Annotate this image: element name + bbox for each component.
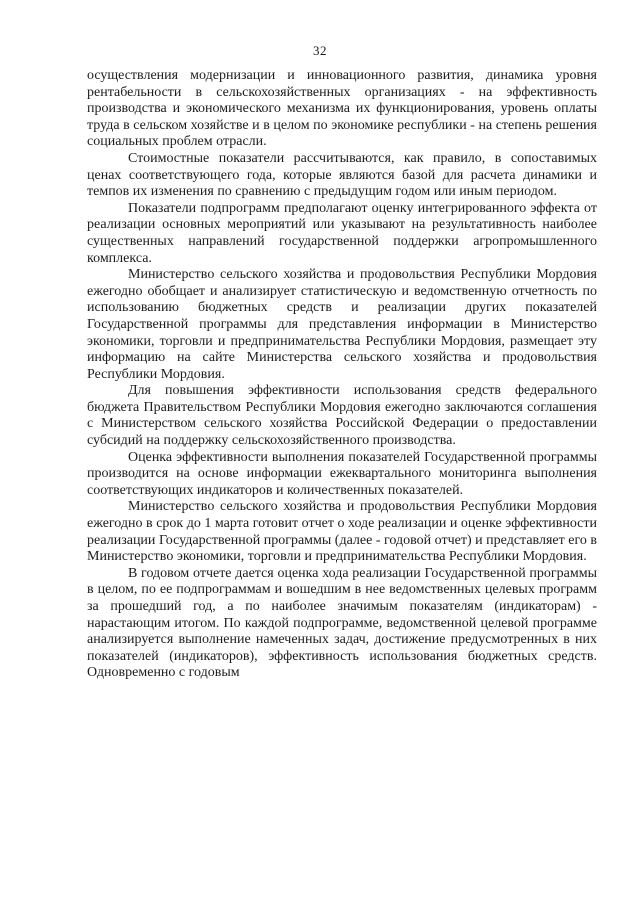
paragraph-cost-indicators: Стоимостные показатели рассчитываются, как правило, в сопоставимых ценах соответствующего года, которые являются базой для расчета динамики и темпов их изменения по сравнению с предыдущим годом или иным периодом.: [87, 150, 597, 200]
paragraph-continuation: осуществления модернизации и инновационного развития, динамика уровня рентабельности в сельскохозяйственных организациях - на эффективность производства и экономического механизма их функционирования, уровень оплаты труда в сельском хозяйстве и в целом по экономике республики - на степень решения социальных проблем отрасли.: [87, 68, 597, 150]
paragraph-annual-report-content: В годовом отчете дается оценка хода реализации Государственной программы в целом, по ее подпрограммам и вошедшим в нее ведомственных целевых программ за прошедший год, а по наиболее значимым показателям (индикаторам) - нарастающим итогом. По каждой подпрограмме, ведомственной целевой программе анализируется выполнение намеченных задач, достижение предусмотренных в них показателей (индикаторов), эффективность использования бюджетных средств. Одновременно с годовым: [87, 565, 597, 681]
paragraph-federal-budget: Для повышения эффективности использования средств федерального бюджета Правительством Республики Мордовия ежегодно заключаются соглашения с Министерством сельского хозяйства Российской Федерации о предоставлении субсидий на поддержку сельскохозяйственного производства.: [87, 383, 597, 449]
paragraph-performance-evaluation: Оценка эффективности выполнения показателей Государственной программы производится на основе информации ежеквартального мониторинга выполнения соответствующих индикаторов и количественных показателей.: [87, 449, 597, 498]
paragraph-ministry-reporting: Министерство сельского хозяйства и продовольствия Республики Мордовия ежегодно обобщает и анализирует статистическую и ведомственную отчетность по использованию бюджетных средств и реализации других показателей Государственной программы для представления информации в Министерство экономики, торговли и предпринимательства Республики Мордовия, размещает эту информацию на сайте Министерства сельского хозяйства и продовольствия Республики Мордовия.: [87, 267, 597, 382]
paragraph-subprogram-indicators: Показатели подпрограмм предполагают оценку интегрированного эффекта от реализации основных мероприятий или указывают на результативность наиболее существенных направлений государственной поддержки агропромышленного комплекса.: [87, 200, 597, 266]
body-text: [87, 68, 597, 682]
page-number: 32: [313, 43, 327, 58]
paragraph-annual-report-deadline: Министерство сельского хозяйства и продовольствия Республики Мордовия ежегодно в срок до 1 марта готовит отчет о ходе реализации и оценке эффективности реализации Государственной программы (далее - годовой отчет) и представляет его в Министерство экономики, торговли и предпринимательства Республики Мордовия.: [87, 499, 597, 565]
